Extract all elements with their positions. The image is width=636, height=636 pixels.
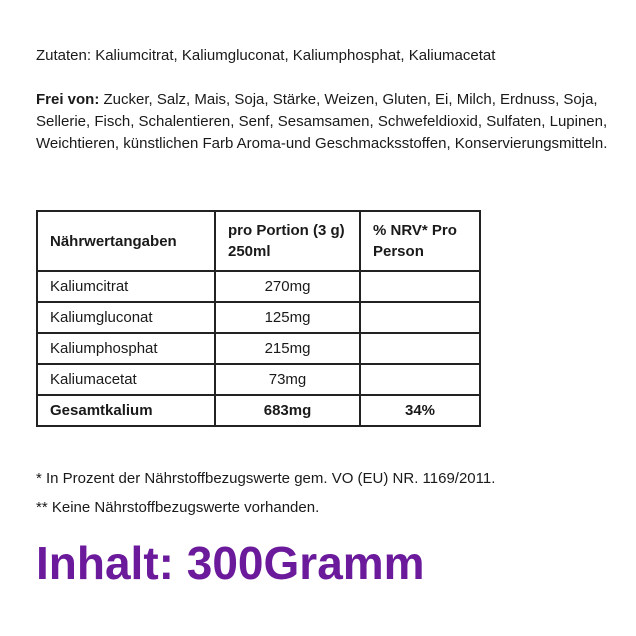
row-name: Kaliumacetat [37,364,215,395]
row-amount: 73mg [215,364,360,395]
table-header-row [37,211,480,271]
footnote-no-reference: ** Keine Nährstoffbezugswerte vorhanden. [36,499,320,516]
total-name: Gesamtkalium [37,395,215,426]
total-amount: 683mg [215,395,360,426]
row-nrv [360,333,480,364]
table-row [37,333,480,364]
row-name: Kaliumphosphat [37,333,215,364]
free-from-label: Frei von: [36,91,100,108]
row-nrv [360,302,480,333]
free-from-list: Zucker, Salz, Mais, Soja, Stärke, Weizen, Gluten, Ei, Milch, Erdnuss, Soja, Sellerie, Fisch, Schalentieren, Senf, Sesamsamen, Schwefeldioxid, Sulfaten, Lupinen, Weichtieren, künstlichen Farb Aroma-und Geschmacksstoffen, Konservierungsmitteln. [36,91,608,152]
table-row [37,271,480,302]
ingredients-text: Zutaten: Kaliumcitrat, Kaliumgluconat, Kaliumphosphat, Kaliumacetat [36,47,496,64]
nutrition-table [36,210,481,427]
row-amount: 270mg [215,271,360,302]
content-label: Inhalt: 300Gramm [36,537,425,589]
header-per-portion: pro Portion (3 g) 250ml [215,211,360,271]
header-nutrition: Nährwertangaben [37,211,215,271]
free-from-text [36,89,616,155]
footnote-nrv: * In Prozent der Nährstoffbezugswerte gem. VO (EU) NR. 1169/2011. [36,470,496,487]
table-row [37,364,480,395]
header-nrv: % NRV* Pro Person [360,211,480,271]
row-name: Kaliumgluconat [37,302,215,333]
table-total-row [37,395,480,426]
table-row [37,302,480,333]
row-nrv [360,271,480,302]
total-nrv: 34% [360,395,480,426]
row-amount: 125mg [215,302,360,333]
row-nrv [360,364,480,395]
row-amount: 215mg [215,333,360,364]
row-name: Kaliumcitrat [37,271,215,302]
